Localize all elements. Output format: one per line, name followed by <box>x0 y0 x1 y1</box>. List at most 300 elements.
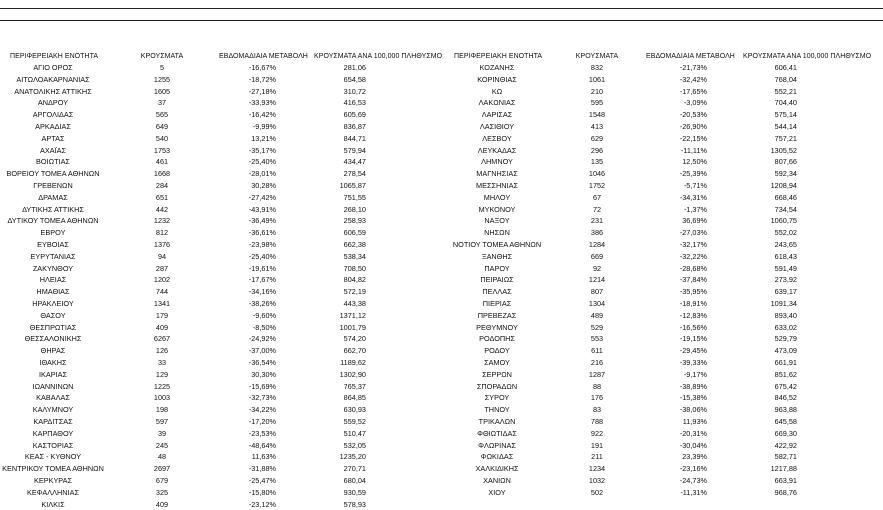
header-per100k-right: ΚΡΟΥΣΜΑΤΑ ΑΝΑ 100,000 ΠΛΗΘΥΣΜΟ <box>743 53 872 60</box>
row-cases-cell: 5 <box>159 63 165 72</box>
row-region-cell: ΞΑΝΘΗΣ <box>481 251 513 261</box>
row-region-cell: ΚΕΦΑΛΛΗΝΙΑΣ <box>27 487 79 497</box>
row-change-cell: -1,37% <box>683 204 707 214</box>
row-region-cell: ΙΩΑΝΝΙΝΩΝ <box>32 381 74 391</box>
row-region-cell: ΘΕΣΠΡΩΤΙΑΣ <box>29 322 77 332</box>
row-change-cell: -25,39% <box>679 169 707 179</box>
row-region-cell: ΛΑΚΩΝΙΑΣ <box>478 98 516 108</box>
row-cases-cell: 1003 <box>153 393 171 403</box>
row-cases-cell: 135 <box>590 157 604 167</box>
row-region-cell: ΛΑΣΙΘΙΟΥ <box>479 122 515 131</box>
row-per100k-cell: 930,59 <box>343 487 366 497</box>
row-cases-cell: 489 <box>590 310 604 320</box>
row-region-cell: ΗΜΑΘΙΑΣ <box>36 287 70 297</box>
row-region-cell: ΜΥΚΟΝΟΥ <box>478 204 516 214</box>
row-region-cell: ΑΡΤΑΣ <box>41 133 65 143</box>
row-cases-cell: 287 <box>155 263 169 273</box>
row-region-cell: ΠΕΛΛΑΣ <box>482 287 512 297</box>
row-region-cell: ΚΑΛΥΜΝΟΥ <box>32 405 74 415</box>
row-change-cell: -36,61% <box>248 228 276 238</box>
row-change-cell: -23,53% <box>248 428 276 438</box>
row-cases-cell: 179 <box>155 310 169 320</box>
row-per100k-cell: 310,72 <box>343 86 366 96</box>
row-per100k-cell: 1189,62 <box>340 358 366 367</box>
row-cases-cell: 33 <box>157 358 167 367</box>
row-region-cell: ΛΗΜΝΟΥ <box>481 157 513 167</box>
row-change-cell: -32,17% <box>679 240 707 249</box>
row-cases-cell: 198 <box>155 405 169 415</box>
row-region-cell: ΖΑΚΥΝΘΟΥ <box>32 263 74 273</box>
row-per100k-cell: 846,52 <box>774 393 797 403</box>
row-region-cell: ΚΕΝΤΡΙΚΟΥ ΤΟΜΕΑ ΑΘΗΝΩΝ <box>2 464 104 474</box>
row-per100k-cell: 1305,52 <box>770 145 797 155</box>
row-cases-cell: 37 <box>157 98 167 108</box>
row-cases-cell: 48 <box>157 452 167 462</box>
row-per100k-cell: 757,21 <box>774 133 797 143</box>
row-region-cell: ΣΥΡΟΥ <box>484 393 510 403</box>
row-cases-cell: 832 <box>590 63 604 72</box>
row-region-cell: ΣΕΡΡΩΝ <box>482 369 512 379</box>
row-change-cell: -9,99% <box>252 122 276 131</box>
row-region-cell: ΗΡΑΚΛΕΙΟΥ <box>32 299 74 308</box>
row-region-cell: ΚΑΡΔΙΤΣΑΣ <box>33 417 73 426</box>
row-cases-cell: 651 <box>155 192 169 202</box>
row-cases-cell: 1287 <box>588 369 606 379</box>
row-cases-cell: 1668 <box>153 169 171 179</box>
row-change-cell: -15,38% <box>679 393 707 403</box>
row-region-cell: ΑΧΑΪΑΣ <box>39 145 67 155</box>
row-change-cell: -37,00% <box>248 346 276 356</box>
row-region-cell: ΧΙΟΥ <box>488 487 506 497</box>
row-per100k-cell: 579,94 <box>343 145 366 155</box>
row-region-cell: ΠΕΙΡΑΙΩΣ <box>480 275 514 285</box>
row-change-cell: 30,30% <box>251 369 276 379</box>
row-region-cell: ΜΕΣΣΗΝΙΑΣ <box>476 181 518 190</box>
row-per100k-cell: 1065,87 <box>339 181 366 190</box>
row-cases-cell: 1605 <box>153 86 171 96</box>
row-region-cell: ΚΟΖΑΝΗΣ <box>479 63 515 72</box>
row-region-cell: ΡΟΔΟΠΗΣ <box>479 334 515 344</box>
row-region-cell: ΦΩΚΙΔΑΣ <box>480 452 514 462</box>
row-per100k-cell: 851,62 <box>774 369 797 379</box>
row-change-cell: -12,83% <box>679 310 707 320</box>
row-per100k-cell: 680,04 <box>343 476 366 485</box>
row-per100k-cell: 734,54 <box>774 204 797 214</box>
header-change-left: ΕΒΔΟΜΑΔΙΑΙΑ ΜΕΤΑΒΟΛΗ <box>219 53 308 60</box>
row-per100k-cell: 552,21 <box>774 86 797 96</box>
row-change-cell: 23,39% <box>682 452 707 462</box>
row-cases-cell: 1284 <box>588 240 606 249</box>
row-per100k-cell: 765,37 <box>343 381 366 391</box>
row-region-cell: ΠΡΕΒΕΖΑΣ <box>477 310 517 320</box>
row-region-cell: ΛΕΣΒΟΥ <box>482 133 512 143</box>
row-per100k-cell: 552,02 <box>774 228 797 238</box>
row-region-cell: ΗΛΕΙΑΣ <box>39 275 67 285</box>
row-cases-cell: 92 <box>592 263 602 273</box>
row-per100k-cell: 768,04 <box>774 74 797 84</box>
row-region-cell: ΑΡΓΟΛΙΔΑΣ <box>32 110 74 120</box>
row-cases-cell: 231 <box>590 216 604 226</box>
row-cases-cell: 245 <box>155 440 169 450</box>
row-change-cell: -34,16% <box>248 287 276 297</box>
row-change-cell: -35,95% <box>679 287 707 297</box>
row-per100k-cell: 807,66 <box>774 157 797 167</box>
row-per100k-cell: 605,69 <box>343 110 366 120</box>
row-cases-cell: 83 <box>592 405 602 415</box>
row-per100k-cell: 532,05 <box>343 440 366 450</box>
row-region-cell: ΚΕΑΣ - ΚΥΘΝΟΥ <box>24 452 82 462</box>
row-region-cell: ΕΥΡΥΤΑΝΙΑΣ <box>30 251 76 261</box>
row-change-cell: -8,50% <box>252 322 276 332</box>
row-change-cell: -25,40% <box>248 251 276 261</box>
row-change-cell: -36,54% <box>248 358 276 367</box>
row-cases-cell: 325 <box>155 487 169 497</box>
row-per100k-cell: 1371,12 <box>339 310 366 320</box>
row-cases-cell: 1046 <box>588 169 606 179</box>
row-region-cell: ΠΙΕΡΙΑΣ <box>482 299 512 308</box>
row-cases-cell: 1548 <box>588 110 606 120</box>
row-cases-cell: 502 <box>590 487 604 497</box>
row-change-cell: -27,42% <box>248 192 276 202</box>
row-change-cell: -34,22% <box>248 405 276 415</box>
row-cases-cell: 1032 <box>588 476 606 485</box>
row-cases-cell: 1376 <box>153 240 171 249</box>
row-per100k-cell: 708,50 <box>343 263 366 273</box>
row-per100k-cell: 606,41 <box>774 63 797 72</box>
row-cases-cell: 611 <box>591 346 603 356</box>
row-region-cell: ΘΗΡΑΣ <box>40 346 66 356</box>
row-change-cell: -31,88% <box>248 464 276 474</box>
row-cases-cell: 922 <box>590 428 604 438</box>
row-cases-cell: 1255 <box>153 74 171 84</box>
row-per100k-cell: 662,38 <box>343 240 366 249</box>
row-change-cell: -9,60% <box>252 310 276 320</box>
row-region-cell: ΑΝΔΡΟΥ <box>37 98 69 108</box>
row-region-cell: ΚΙΛΚΙΣ <box>41 499 65 509</box>
row-region-cell: ΒΟΡΕΙΟΥ ΤΟΜΕΑ ΑΘΗΝΩΝ <box>6 169 100 179</box>
row-region-cell: ΤΡΙΚΑΛΩΝ <box>478 417 516 426</box>
row-region-cell: ΠΑΡΟΥ <box>484 263 510 273</box>
row-change-cell: -24,92% <box>248 334 276 344</box>
row-per100k-cell: 443,38 <box>343 299 366 308</box>
row-change-cell: -43,91% <box>248 204 276 214</box>
row-per100k-cell: 243,65 <box>774 240 797 249</box>
row-change-cell: -17,20% <box>248 417 276 426</box>
row-change-cell: -17,65% <box>679 86 707 96</box>
row-change-cell: -39,33% <box>679 358 707 367</box>
row-per100k-cell: 618,43 <box>774 251 797 261</box>
row-change-cell: -21,73% <box>679 63 707 72</box>
row-cases-cell: 669 <box>590 251 604 261</box>
row-change-cell: -28,01% <box>248 169 276 179</box>
row-per100k-cell: 575,14 <box>774 110 797 120</box>
row-change-cell: -15,69% <box>248 381 276 391</box>
row-change-cell: -32,22% <box>679 251 707 261</box>
row-cases-cell: 649 <box>155 122 169 131</box>
row-change-cell: 11,63% <box>251 452 276 462</box>
row-cases-cell: 6267 <box>153 334 171 344</box>
row-cases-cell: 413 <box>590 122 604 131</box>
row-per100k-cell: 544,14 <box>774 122 797 131</box>
row-change-cell: -17,67% <box>248 275 276 285</box>
row-per100k-cell: 668,46 <box>774 192 797 202</box>
row-cases-cell: 1234 <box>588 464 606 474</box>
row-change-cell: -16,56% <box>679 322 707 332</box>
row-per100k-cell: 574,20 <box>343 334 366 344</box>
row-region-cell: ΑΝΑΤΟΛΙΚΗΣ ΑΤΤΙΚΗΣ <box>14 86 92 96</box>
row-per100k-cell: 281,06 <box>343 63 366 72</box>
row-per100k-cell: 669,30 <box>774 428 797 438</box>
row-per100k-cell: 1060,75 <box>770 216 797 226</box>
row-change-cell: -3,09% <box>683 98 707 108</box>
row-per100k-cell: 645,58 <box>774 417 797 426</box>
row-cases-cell: 1061 <box>588 74 606 84</box>
row-region-cell: ΝΑΞΟΥ <box>484 216 510 226</box>
row-change-cell: -23,12% <box>248 499 276 509</box>
row-per100k-cell: 582,71 <box>774 452 797 462</box>
row-cases-cell: 191 <box>590 440 604 450</box>
row-cases-cell: 72 <box>592 204 602 214</box>
row-change-cell: -19,61% <box>248 263 276 273</box>
row-per100k-cell: 864,85 <box>343 393 366 403</box>
row-change-cell: 11,93% <box>682 417 707 426</box>
row-region-cell: ΘΑΣΟΥ <box>40 310 66 320</box>
row-change-cell: -25,47% <box>248 476 276 485</box>
row-change-cell: -35,17% <box>248 145 276 155</box>
row-cases-cell: 211 <box>591 452 603 462</box>
row-change-cell: -27,03% <box>679 228 707 238</box>
row-per100k-cell: 662,70 <box>343 346 366 356</box>
row-cases-cell: 553 <box>590 334 604 344</box>
row-region-cell: ΚΩ <box>491 86 503 96</box>
row-region-cell: ΤΗΝΟΥ <box>484 405 510 415</box>
row-change-cell: -38,26% <box>248 299 276 308</box>
row-change-cell: -22,15% <box>679 133 707 143</box>
row-per100k-cell: 1208,94 <box>770 181 797 190</box>
row-cases-cell: 595 <box>590 98 604 108</box>
row-change-cell: -23,98% <box>248 240 276 249</box>
row-cases-cell: 540 <box>155 133 169 143</box>
row-per100k-cell: 559,52 <box>343 417 366 426</box>
row-cases-cell: 597 <box>155 417 169 426</box>
row-per100k-cell: 630,93 <box>343 405 366 415</box>
header-region-right: ΠΕΡΙΦΕΡΕΙΑΚΗ ΕΝΟΤΗΤΑ <box>454 53 543 60</box>
row-change-cell: -48,64% <box>248 440 276 450</box>
row-region-cell: ΑΙΤΩΛΟΑΚΑΡΝΑΝΙΑΣ <box>16 74 90 84</box>
row-cases-cell: 1202 <box>153 275 171 285</box>
row-cases-cell: 807 <box>590 287 604 297</box>
row-region-cell: ΕΥΒΟΙΑΣ <box>37 240 69 249</box>
row-per100k-cell: 1091,34 <box>770 299 797 308</box>
row-change-cell: -19,15% <box>679 334 707 344</box>
row-cases-cell: 812 <box>155 228 169 238</box>
row-per100k-cell: 606,59 <box>343 228 366 238</box>
row-region-cell: ΔΥΤΙΚΗΣ ΑΤΤΙΚΗΣ <box>22 204 84 214</box>
row-per100k-cell: 591,49 <box>774 263 797 273</box>
header-cases-right: ΚΡΟΥΣΜΑΤΑ <box>575 53 619 60</box>
row-change-cell: -30,04% <box>679 440 707 450</box>
row-cases-cell: 1214 <box>588 275 606 285</box>
row-change-cell: -26,90% <box>679 122 707 131</box>
row-cases-cell: 629 <box>590 133 604 143</box>
row-cases-cell: 788 <box>590 417 604 426</box>
row-region-cell: ΦΛΩΡΙΝΑΣ <box>478 440 516 450</box>
row-per100k-cell: 1217,88 <box>770 464 797 474</box>
row-region-cell: ΝΗΣΩΝ <box>484 228 510 238</box>
row-change-cell: -24,73% <box>679 476 707 485</box>
header-per100k-left: ΚΡΟΥΣΜΑΤΑ ΑΝΑ 100,000 ΠΛΗΘΥΣΜΟ <box>314 53 443 60</box>
row-change-cell: -28,68% <box>679 263 707 273</box>
row-cases-cell: 296 <box>590 145 604 155</box>
row-per100k-cell: 751,55 <box>343 192 366 202</box>
row-change-cell: -25,40% <box>248 157 276 167</box>
row-cases-cell: 39 <box>157 428 167 438</box>
row-region-cell: ΚΟΡΙΝΘΙΑΣ <box>477 74 517 84</box>
row-change-cell: -20,31% <box>679 428 707 438</box>
row-per100k-cell: 654,58 <box>343 74 366 84</box>
row-per100k-cell: 663,91 <box>774 476 797 485</box>
row-region-cell: ΒΟΙΩΤΙΑΣ <box>36 157 70 167</box>
row-per100k-cell: 510,47 <box>343 428 366 438</box>
row-region-cell: ΡΕΘΥΜΝΟΥ <box>476 322 518 332</box>
row-region-cell: ΛΕΥΚΑΔΑΣ <box>477 145 517 155</box>
row-per100k-cell: 273,92 <box>774 275 797 285</box>
row-cases-cell: 744 <box>155 287 169 297</box>
row-change-cell: 36,69% <box>682 216 707 226</box>
row-per100k-cell: 416,53 <box>343 98 366 108</box>
row-region-cell: ΣΠΟΡΑΔΩΝ <box>476 381 518 391</box>
row-per100k-cell: 278,54 <box>343 169 366 179</box>
row-per100k-cell: 1001,79 <box>339 322 366 332</box>
row-per100k-cell: 804,82 <box>343 275 366 285</box>
row-per100k-cell: 578,93 <box>343 499 366 509</box>
row-region-cell: ΙΘΑΚΗΣ <box>39 358 67 367</box>
row-cases-cell: 679 <box>155 476 169 485</box>
row-per100k-cell: 968,76 <box>774 487 797 497</box>
row-per100k-cell: 844,71 <box>343 133 366 143</box>
row-region-cell: ΧΑΛΚΙΔΙΚΗΣ <box>475 464 519 474</box>
row-per100k-cell: 538,34 <box>343 251 366 261</box>
row-cases-cell: 126 <box>155 346 169 356</box>
row-region-cell: ΚΑΒΑΛΑΣ <box>36 393 70 403</box>
row-cases-cell: 1304 <box>588 299 606 308</box>
row-change-cell: -15,80% <box>248 487 276 497</box>
row-change-cell: -20,53% <box>679 110 707 120</box>
row-change-cell: -16,67% <box>248 63 276 72</box>
row-region-cell: ΙΚΑΡΙΑΣ <box>38 369 68 379</box>
header-region-left: ΠΕΡΙΦΕΡΕΙΑΚΗ ΕΝΟΤΗΤΑ <box>10 53 99 60</box>
row-cases-cell: 284 <box>155 181 169 190</box>
row-region-cell: ΘΕΣΣΑΛΟΝΙΚΗΣ <box>24 334 82 344</box>
row-cases-cell: 210 <box>590 86 604 96</box>
header-change-right: ΕΒΔΟΜΑΔΙΑΙΑ ΜΕΤΑΒΟΛΗ <box>646 53 735 60</box>
row-per100k-cell: 963,88 <box>774 405 797 415</box>
row-cases-cell: 409 <box>155 322 169 332</box>
row-region-cell: ΣΑΜΟΥ <box>484 358 510 367</box>
row-change-cell: -38,89% <box>679 381 707 391</box>
header-divider <box>0 20 883 21</box>
row-per100k-cell: 1302,90 <box>339 369 366 379</box>
row-change-cell: -23,16% <box>679 464 707 474</box>
row-change-cell: -32,42% <box>679 74 707 84</box>
row-change-cell: -9,17% <box>683 369 707 379</box>
row-region-cell: ΦΘΙΩΤΙΔΑΣ <box>477 428 517 438</box>
row-per100k-cell: 258,93 <box>343 216 366 226</box>
row-cases-cell: 2697 <box>153 464 171 474</box>
row-region-cell: ΑΡΚΑΔΙΑΣ <box>35 122 71 131</box>
row-per100k-cell: 675,42 <box>774 381 797 391</box>
row-change-cell: -29,45% <box>679 346 707 356</box>
row-cases-cell: 529 <box>590 322 604 332</box>
row-per100k-cell: 473,09 <box>774 346 797 356</box>
header-cases-left: ΚΡΟΥΣΜΑΤΑ <box>140 53 184 60</box>
row-per100k-cell: 661,91 <box>774 358 797 367</box>
row-cases-cell: 1753 <box>153 145 171 155</box>
row-per100k-cell: 529,79 <box>774 334 797 344</box>
row-per100k-cell: 704,40 <box>774 98 797 108</box>
row-cases-cell: 1341 <box>153 299 171 308</box>
row-cases-cell: 1232 <box>153 216 171 226</box>
row-region-cell: ΛΑΡΙΣΑΣ <box>481 110 513 120</box>
row-per100k-cell: 893,40 <box>774 310 797 320</box>
row-region-cell: ΓΡΕΒΕΝΩΝ <box>33 181 73 190</box>
row-change-cell: -37,84% <box>679 275 707 285</box>
row-region-cell: ΔΥΤΙΚΟΥ ΤΟΜΕΑ ΑΘΗΝΩΝ <box>7 216 99 226</box>
row-change-cell: -36,49% <box>248 216 276 226</box>
row-region-cell: ΧΑΝΙΩΝ <box>483 476 511 485</box>
row-change-cell: 30,28% <box>251 181 276 190</box>
row-cases-cell: 1225 <box>153 381 171 391</box>
row-cases-cell: 67 <box>592 192 602 202</box>
row-region-cell: ΚΑΣΤΟΡΙΑΣ <box>32 440 74 450</box>
row-per100k-cell: 592,34 <box>774 169 797 179</box>
row-per100k-cell: 1235,20 <box>339 452 366 462</box>
row-change-cell: -32,73% <box>248 393 276 403</box>
row-change-cell: 13,21% <box>251 133 276 143</box>
row-change-cell: 12,50% <box>682 157 707 167</box>
row-cases-cell: 409 <box>155 499 169 509</box>
row-change-cell: -18,91% <box>679 299 707 308</box>
row-cases-cell: 565 <box>155 110 169 120</box>
row-cases-cell: 1752 <box>588 181 606 190</box>
row-per100k-cell: 572,19 <box>343 287 366 297</box>
row-region-cell: ΜΑΓΝΗΣΙΑΣ <box>476 169 518 179</box>
row-per100k-cell: 268,10 <box>343 204 366 214</box>
row-cases-cell: 88 <box>592 381 602 391</box>
row-cases-cell: 129 <box>155 369 169 379</box>
row-change-cell: -18,72% <box>248 74 276 84</box>
row-region-cell: ΑΓΙΟ ΟΡΟΣ <box>33 63 73 72</box>
row-change-cell: -5,71% <box>683 181 707 190</box>
row-change-cell: -11,11% <box>680 145 707 155</box>
row-region-cell: ΚΕΡΚΥΡΑΣ <box>33 476 73 485</box>
row-change-cell: -11,31% <box>680 487 707 497</box>
row-per100k-cell: 639,17 <box>774 287 797 297</box>
row-cases-cell: 461 <box>155 157 169 167</box>
row-region-cell: ΜΗΛΟΥ <box>483 192 511 202</box>
row-per100k-cell: 434,47 <box>343 157 366 167</box>
row-change-cell: -27,18% <box>248 86 276 96</box>
row-cases-cell: 176 <box>590 393 604 403</box>
row-change-cell: -33,93% <box>248 98 276 108</box>
row-per100k-cell: 836,87 <box>343 122 366 131</box>
row-region-cell: ΕΒΡΟΥ <box>40 228 66 238</box>
row-change-cell: -38,06% <box>679 405 707 415</box>
row-cases-cell: 216 <box>590 358 604 367</box>
row-region-cell: ΚΑΡΠΑΘΟΥ <box>32 428 74 438</box>
row-per100k-cell: 270,71 <box>343 464 366 474</box>
row-cases-cell: 386 <box>590 228 604 238</box>
